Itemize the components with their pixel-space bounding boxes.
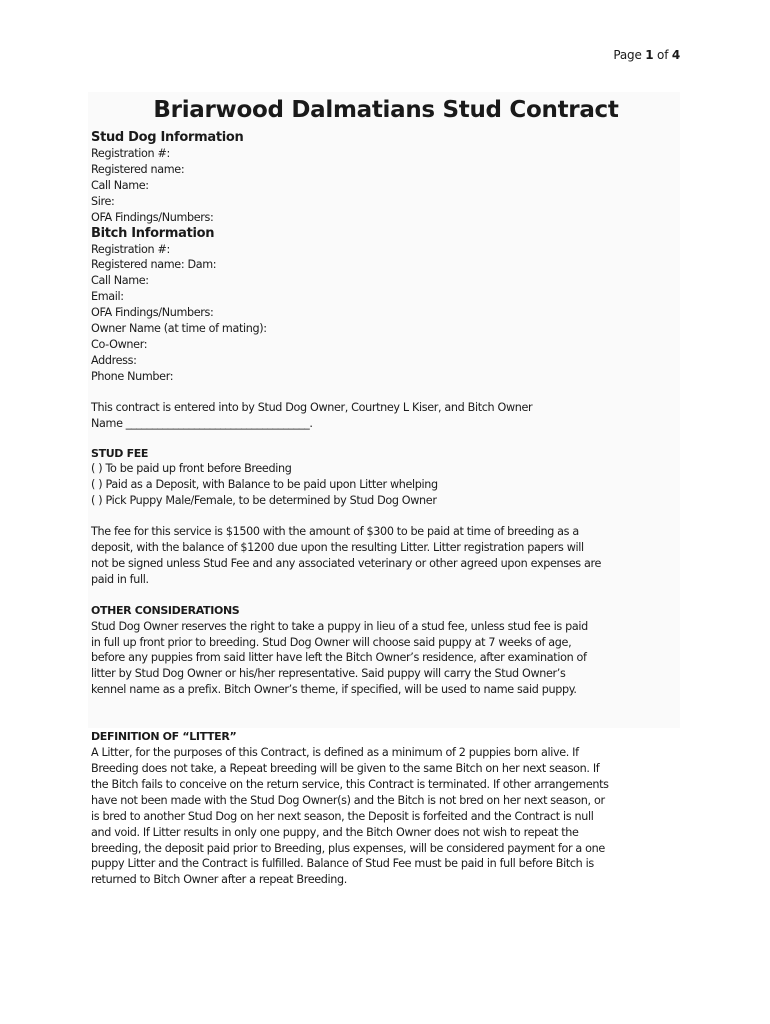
other-considerations-line: litter by Stud Dog Owner or his/her representative. Said puppy will carry the Stud Owner’s <box>91 667 566 681</box>
page-current: 1 <box>645 48 654 62</box>
bitch-co-owner-field: Co-Owner: <box>91 337 148 351</box>
stud-registered-name-field: Registered name: <box>91 162 185 176</box>
litter-definition-line: have not been made with the Stud Dog Owner(s) and the Bitch is not bred on her next season, or <box>91 793 605 807</box>
stud-sire-field: Sire: <box>91 194 115 208</box>
fee-line: not be signed unless Stud Fee and any associated veterinary or other agreed upon expenses are <box>91 556 601 570</box>
bitch-call-name-field: Call Name: <box>91 274 149 288</box>
document-body <box>91 96 691 888</box>
fee-line: The fee for this service is $1500 with the amount of $300 to be paid at time of breeding as a <box>91 525 579 539</box>
bitch-registration-field: Registration #: <box>91 242 170 256</box>
intro-line: This contract is entered into by Stud Dog Owner, Courtney L Kiser, and Bitch Owner <box>91 400 533 414</box>
litter-definition-line: Breeding does not take, a Repeat breeding will be given to the same Bitch on her next season. If <box>91 762 600 775</box>
litter-definition-line: and void. If Litter results in only one puppy, and the Bitch Owner does not wish to repeat the <box>91 825 579 839</box>
litter-definition-line: the Bitch fails to conceive on the return service, this Contract is terminated. If other arrangements <box>91 777 609 791</box>
stud-fee-option-upfront: ( ) To be paid up front before Breeding <box>91 462 292 476</box>
bitch-owner-name-blank: Name ___________________________________. <box>91 416 313 430</box>
stud-fee-heading: STUD FEE <box>91 446 149 460</box>
stud-fee-section <box>91 446 691 510</box>
litter-definition-line: breeding, the deposit paid prior to Breeding, plus expenses, will be considered payment for a one <box>91 841 605 855</box>
contract-intro <box>91 400 691 432</box>
fee-paragraph <box>91 524 691 588</box>
bitch-registered-name-field: Registered name: Dam: <box>91 258 217 272</box>
stud-call-name-field: Call Name: <box>91 178 149 192</box>
bitch-owner-name-field: Owner Name (at time of mating): <box>91 322 267 336</box>
fee-line: deposit, with the balance of $1200 due upon the resulting Litter. Litter registration papers will <box>91 541 584 555</box>
page-indicator <box>613 48 680 62</box>
other-considerations-heading: OTHER CONSIDERATIONS <box>91 603 240 617</box>
litter-definition-line: is bred to another Stud Dog on her next season, the Deposit is forfeited and the Contract is null <box>91 809 594 823</box>
litter-definition-line: puppy Litter and the Contract is fulfilled. Balance of Stud Fee must be paid in full before Bitch is <box>91 857 594 871</box>
stud-registration-field: Registration #: <box>91 147 170 160</box>
other-considerations-line: in full up front prior to breeding. Stud Dog Owner will choose said puppy at 7 weeks of age, <box>91 635 572 649</box>
litter-definition-heading: DEFINITION OF “LITTER” <box>91 730 237 744</box>
stud-dog-section <box>91 130 691 226</box>
bitch-phone-field: Phone Number: <box>91 369 174 383</box>
litter-definition-line: A Litter, for the purposes of this Contract, is defined as a minimum of 2 puppies born alive. If <box>91 746 579 760</box>
fee-line: paid in full. <box>91 572 149 586</box>
bitch-section <box>91 226 691 385</box>
stud-fee-option-deposit: ( ) Paid as a Deposit, with Balance to be paid upon Litter whelping <box>91 478 438 492</box>
stud-fee-option-pick-puppy: ( ) Pick Puppy Male/Female, to be determined by Stud Dog Owner <box>91 494 437 508</box>
bitch-heading: Bitch Information <box>91 225 215 241</box>
stud-ofa-field: OFA Findings/Numbers: <box>91 210 214 224</box>
page-total: 4 <box>671 48 680 62</box>
bitch-ofa-field: OFA Findings/Numbers: <box>91 306 214 320</box>
other-considerations-section <box>91 603 691 698</box>
document-title: Briarwood Dalmatians Stud Contract <box>153 97 619 123</box>
page-label: Page <box>613 48 642 62</box>
litter-definition-line: returned to Bitch Owner after a repeat Breeding. <box>91 873 347 887</box>
other-considerations-line: before any puppies from said litter have left the Bitch Owner’s residence, after examination of <box>91 651 587 665</box>
other-considerations-line: Stud Dog Owner reserves the right to take a puppy in lieu of a stud fee, unless stud fee is paid <box>91 619 588 633</box>
other-considerations-line: kennel name as a prefix. Bitch Owner’s theme, if specified, will be used to name said puppy. <box>91 683 577 697</box>
litter-definition-section <box>91 729 691 888</box>
stud-dog-heading: Stud Dog Information <box>91 130 244 145</box>
bitch-email-field: Email: <box>91 290 124 304</box>
page-of-label: of <box>657 48 669 62</box>
bitch-address-field: Address: <box>91 353 137 367</box>
